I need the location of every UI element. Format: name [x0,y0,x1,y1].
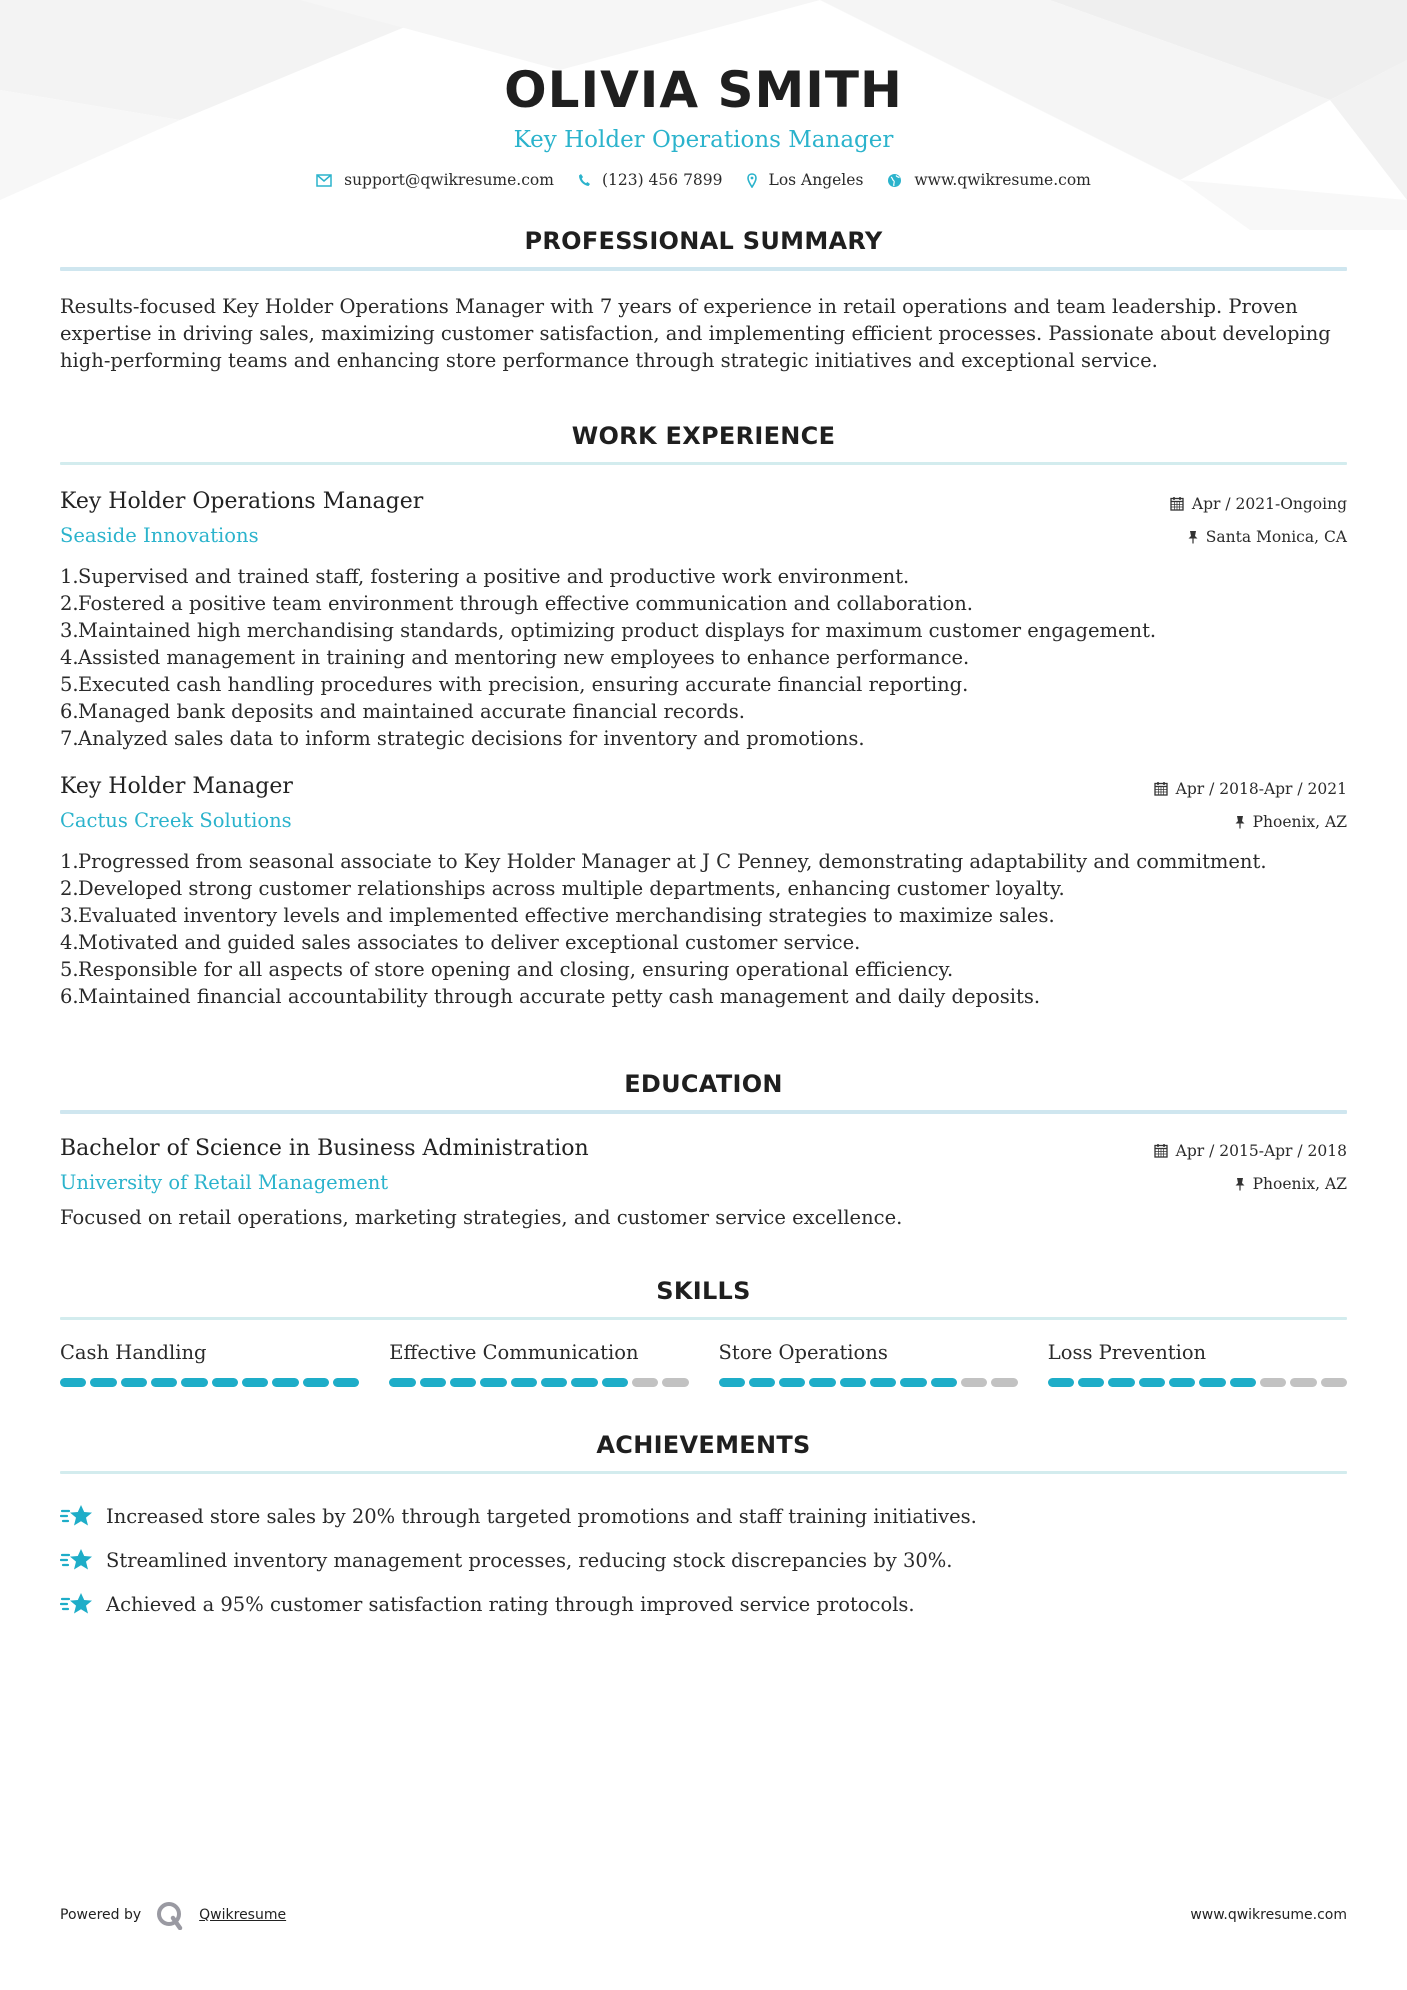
job-bullet: 2. Fostered a positive team environment through effective communication and collaboration. [60,592,973,615]
job-bullets [60,563,1347,752]
section-experience [60,422,1347,1010]
pushpin-icon [1235,1177,1245,1191]
job-bullet: 1. Progressed from seasonal associate to Key Holder Manager at J C Penney, demonstrating adaptability and commitment. [60,850,1267,873]
skill-segment-filled [1108,1378,1134,1387]
job-location: Phoenix, AZ [1252,812,1347,831]
skill-item [389,1340,688,1387]
job-location: Santa Monica, CA [1205,527,1347,546]
achievement-text: Achieved a 95% customer satisfaction rating through improved service protocols. [106,1592,915,1616]
skill-segment-filled [779,1378,805,1387]
skill-name: Loss Prevention [1047,1341,1207,1364]
section-skills [60,1277,1347,1387]
candidate-name: OLIVIA SMITH [504,61,903,119]
skill-segment-empty [662,1378,688,1387]
achievement-text: Streamlined inventory management processes, reducing stock discrepancies by 30%. [106,1548,953,1572]
degree-title: Bachelor of Science in Business Administration [60,1136,589,1161]
skill-segment-filled [333,1378,359,1387]
job-bullet: 6. Maintained financial accountability through accurate petty cash management and daily deposits. [60,985,1041,1008]
skill-segment-filled [450,1378,476,1387]
shooting-star-icon [60,1547,94,1573]
section-education [60,1070,1347,1231]
skill-segment-filled [272,1378,298,1387]
section-title-education: EDUCATION [624,1070,783,1098]
skill-level-bar [60,1378,359,1387]
job-company: Seaside Innovations [60,524,259,547]
section-title-summary: PROFESSIONAL SUMMARY [524,227,883,255]
contact-email[interactable] [316,171,554,189]
skill-name: Cash Handling [60,1341,207,1364]
skill-segment-filled [900,1378,926,1387]
contact-location-text: Los Angeles [768,171,864,189]
skills-grid [60,1340,1347,1387]
skill-segment-filled [60,1378,86,1387]
skill-segment-filled [571,1378,597,1387]
globe-icon [887,173,902,188]
skill-item [60,1340,359,1387]
job-entry [60,487,1347,752]
skill-segment-filled [242,1378,268,1387]
skill-segment-filled [181,1378,207,1387]
shooting-star-icon [60,1503,94,1529]
contact-website[interactable] [887,171,1090,189]
powered-by [60,1900,286,1930]
job-bullet: 3. Evaluated inventory levels and implemented effective merchandising strategies to maximize sales. [60,904,1055,927]
skill-segment-filled [389,1378,415,1387]
job-bullet: 4. Assisted management in training and mentoring new employees to enhance performance. [60,646,970,669]
skill-segment-filled [480,1378,506,1387]
job-bullets [60,848,1347,1010]
skill-segment-filled [1078,1378,1104,1387]
skill-segment-filled [749,1378,775,1387]
skill-segment-filled [1199,1378,1225,1387]
skill-level-bar [389,1378,688,1387]
achievement-item [60,1538,1347,1582]
pushpin-icon [1235,815,1245,829]
skill-segment-filled [1169,1378,1195,1387]
skill-segment-filled [1230,1378,1256,1387]
job-bullet: 3. Maintained high merchandising standards, optimizing product displays for maximum customer engagement. [60,619,1157,642]
skill-level-bar [1048,1378,1347,1387]
contact-phone-text: (123) 456 7899 [601,171,723,189]
section-achievements [60,1431,1347,1626]
contact-bar [60,171,1347,189]
job-bullet: 1. Supervised and trained staff, fostering a positive and productive work environment. [60,565,910,588]
qwikresume-link[interactable]: Qwikresume [199,1907,287,1923]
achievements-list [60,1494,1347,1626]
skill-segment-filled [151,1378,177,1387]
job-bullet: 5. Responsible for all aspects of store opening and closing, ensuring operational efficiency. [60,958,954,981]
skill-segment-filled [121,1378,147,1387]
contact-email-text: support@qwikresume.com [344,171,554,189]
skill-segment-filled [541,1378,567,1387]
school-name: University of Retail Management [60,1171,389,1194]
job-company: Cactus Creek Solutions [60,809,292,832]
job-title: Key Holder Manager [60,774,293,799]
section-divider [60,1471,1347,1474]
education-entry [60,1134,1347,1231]
calendar-icon [1154,781,1168,796]
calendar-icon [1170,496,1184,511]
skill-item [1048,1340,1347,1387]
envelope-icon [316,174,332,187]
skill-segment-filled [870,1378,896,1387]
job-bullet: 6. Managed bank deposits and maintained accurate financial records. [60,700,745,723]
resume-header [60,0,1347,189]
education-location: Phoenix, AZ [1252,1174,1347,1193]
skill-segment-filled [511,1378,537,1387]
skill-name: Effective Communication [389,1341,639,1364]
skill-segment-filled [1139,1378,1165,1387]
section-divider [60,1110,1347,1114]
skill-segment-filled [420,1378,446,1387]
powered-by-label: Powered by [60,1907,142,1923]
qwikresume-logo-icon [155,1900,185,1930]
contact-location [747,171,864,189]
skill-segment-filled [212,1378,238,1387]
summary-text: Results-focused Key Holder Operations Manager with 7 years of experience in retail operations and team leadership. Proven expertise in driving sales, maximizing customer satisfaction, and implementing efficient processes. Passionate about developing high-performing teams and enhancing store performance through strategic initiatives and exceptional service. [60,295,1331,372]
achievement-item [60,1494,1347,1538]
job-title: Key Holder Operations Manager [60,489,424,514]
skill-segment-empty [1321,1378,1347,1387]
candidate-role: Key Holder Operations Manager [513,127,894,153]
achievement-item [60,1582,1347,1626]
contact-website-text: www.qwikresume.com [914,171,1091,189]
job-entry [60,772,1347,1010]
section-title-achievements: ACHIEVEMENTS [596,1431,811,1459]
skill-item [719,1340,1018,1387]
pushpin-icon [1188,530,1198,544]
job-bullet: 7. Analyzed sales data to inform strategic decisions for inventory and promotions. [60,727,865,750]
page-footer [60,1900,1347,1930]
section-title-experience: WORK EXPERIENCE [571,422,836,450]
job-bullet: 2. Developed strong customer relationships across multiple departments, enhancing customer loyalty. [60,877,1065,900]
contact-phone[interactable] [578,171,723,189]
skill-level-bar [719,1378,1018,1387]
skill-segment-filled [840,1378,866,1387]
skill-segment-filled [931,1378,957,1387]
section-title-skills: SKILLS [656,1277,751,1305]
phone-icon [578,173,590,187]
job-dates: Apr / 2021-Ongoing [1191,494,1347,513]
skill-segment-empty [1260,1378,1286,1387]
section-divider [60,462,1347,465]
map-pin-icon [747,173,757,188]
job-bullet: 5. Executed cash handling procedures with precision, ensuring accurate financial reporting. [60,673,969,696]
skill-segment-filled [90,1378,116,1387]
job-bullet: 4. Motivated and guided sales associates to deliver exceptional customer service. [60,931,861,954]
skill-segment-empty [632,1378,658,1387]
skill-segment-filled [602,1378,628,1387]
skill-segment-filled [809,1378,835,1387]
skill-segment-filled [1048,1378,1074,1387]
section-divider [60,267,1347,271]
skill-segment-empty [991,1378,1017,1387]
skill-segment-filled [303,1378,329,1387]
skill-name: Store Operations [718,1341,888,1364]
skill-segment-empty [1290,1378,1316,1387]
education-description: Focused on retail operations, marketing strategies, and customer service excellence. [60,1206,903,1229]
education-dates: Apr / 2015-Apr / 2018 [1175,1141,1347,1160]
skill-segment-filled [719,1378,745,1387]
job-dates: Apr / 2018-Apr / 2021 [1175,779,1347,798]
footer-website[interactable]: www.qwikresume.com [1190,1907,1347,1923]
skill-segment-empty [961,1378,987,1387]
section-divider [60,1317,1347,1320]
shooting-star-icon [60,1591,94,1617]
calendar-icon [1154,1143,1168,1158]
achievement-text: Increased store sales by 20% through targeted promotions and staff training initiatives. [106,1504,977,1528]
section-summary [60,227,1347,374]
